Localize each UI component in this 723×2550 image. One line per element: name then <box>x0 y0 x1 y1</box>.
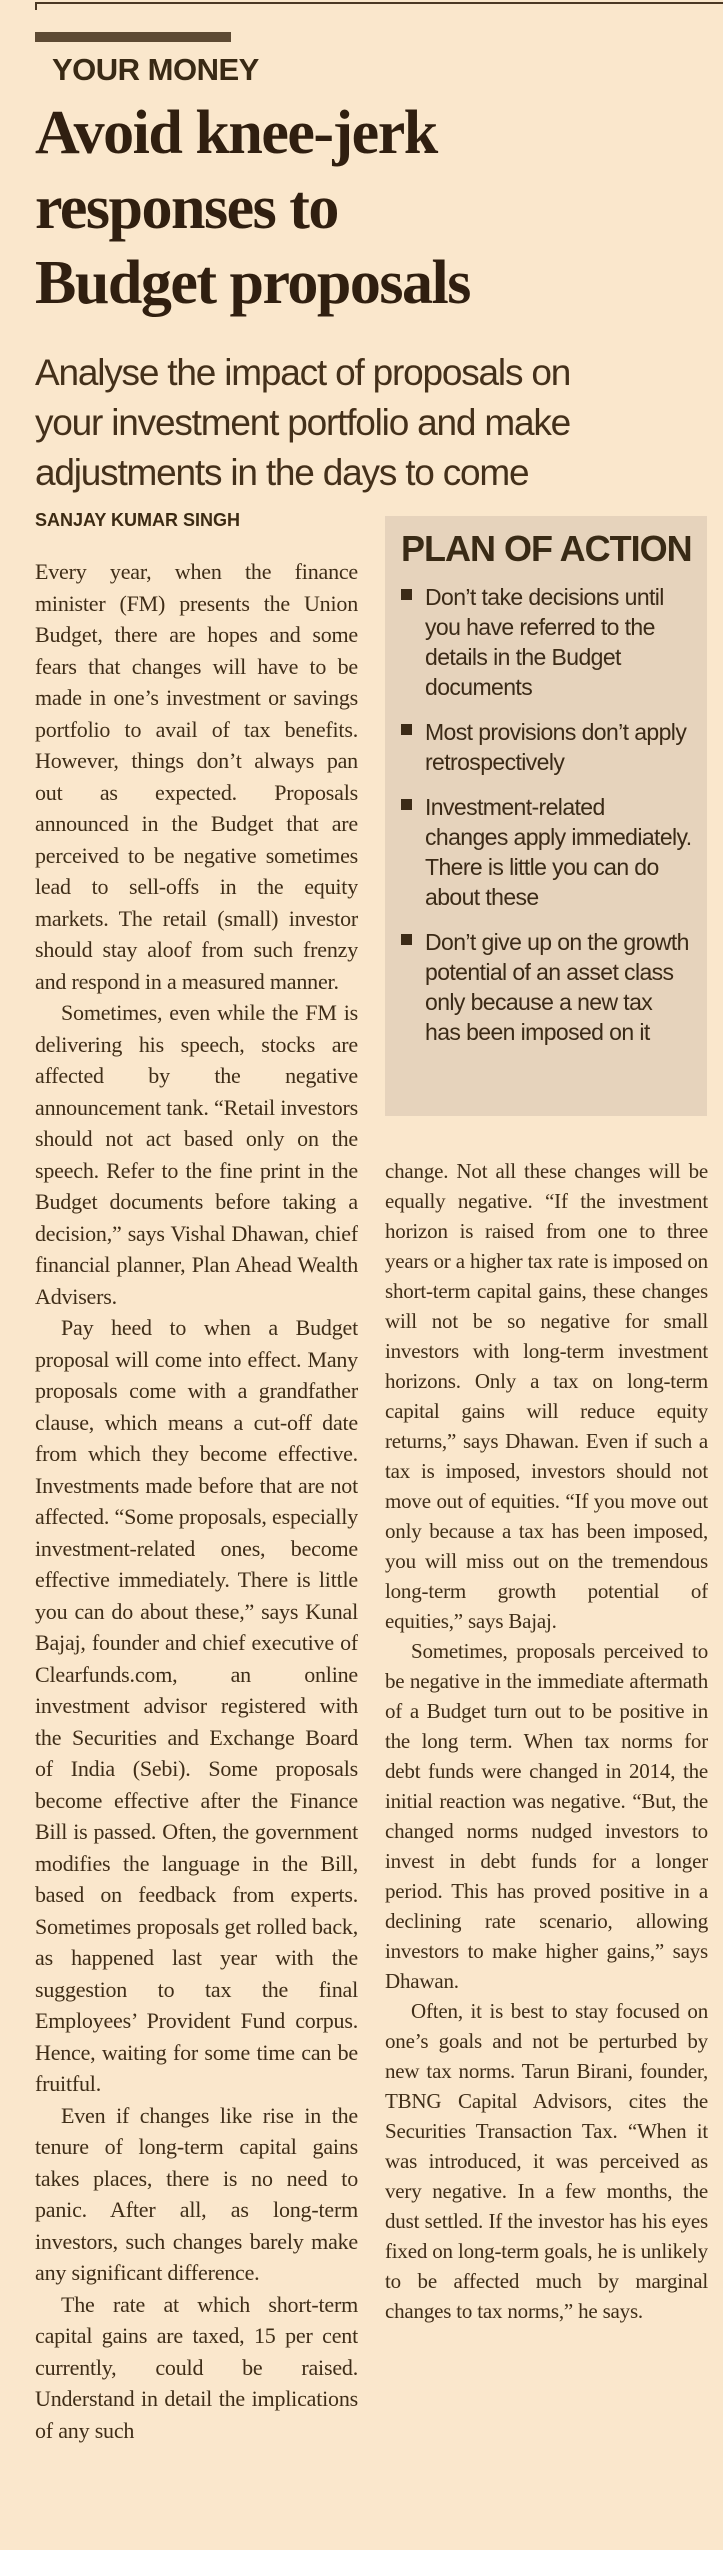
plan-of-action-item-text: Don’t give up on the growth potential of an asset class only because a new tax has been imposed on it <box>425 929 689 1045</box>
bullet-square-icon <box>401 934 412 945</box>
plan-of-action-title: PLAN OF ACTION <box>401 528 692 569</box>
article-paragraph: Sometimes, even while the FM is delivering his speech, stocks are affected by the negative announcement tank. “Retail investors should not act based only on the speech. Refer to the fine print in the Budget documents before taking a decision,” says Vishal Dhawan, chief financial planner, Plan Ahead Wealth Advisers. <box>35 1000 358 1309</box>
article-paragraph: Pay heed to when a Budget proposal will come into effect. Many proposals come with a grandfather clause, which means a cut-off date from which they become effective. Investments made before that are not affected. “Some proposals, especially investment-related ones, become effective immediately. There is little you can do about these,” says Kunal Bajaj, founder and chief executive of Clearfunds.com, an online investment advisor registered with the Securities and Exchange Board of India (Sebi). Some proposals become effective after the Finance Bill is passed. Often, the government modifies the language in the Bill, based on feedback from experts. Sometimes proposals get rolled back, as happened last year with the suggestion to tax the final Employees’ Provident Fund corpus. Hence, waiting for some time can be fruitful. <box>35 1315 358 2096</box>
plan-of-action-item <box>401 792 693 912</box>
plan-of-action-item <box>401 717 693 777</box>
headline-line: Avoid knee-jerk <box>35 99 437 167</box>
article-paragraph: Even if changes like rise in the tenure of long-term capital gains takes places, there is no need to panic. After all, as long-term investors, such changes barely make any significant difference. <box>35 2102 358 2285</box>
subheadline-line: your investment portfolio and make <box>35 402 571 443</box>
subheadline-line: adjustments in the days to come <box>35 452 529 493</box>
article-column-2 <box>385 1156 708 2548</box>
article-paragraph: The rate at which short-term capital gains are taxed, 15 per cent currently, could be raised. Understand in detail the implications of any such <box>35 2291 358 2443</box>
subheadline-line: Analyse the impact of proposals on <box>35 352 571 393</box>
top-rule <box>35 2 723 4</box>
article-paragraph: change. Not all these changes will be equally negative. “If the investment horizon is raised from one to three years or a higher tax rate is imposed on short-term capital gains, these changes will not be so negative for small investors with long-term investment horizons. Only a tax on long-term capital gains will reduce equity returns,” says Dhawan. Even if such a tax is imposed, investors should not move out of equities. “If you move out only because a tax has been imposed, you will miss out on the tremendous long-term growth potential of equities,” says Bajaj. <box>385 1159 708 1633</box>
plan-of-action-list <box>401 582 693 1047</box>
headline-line: Budget proposals <box>35 249 470 317</box>
plan-of-action-item-text: Most provisions don’t apply retrospectively <box>425 719 687 775</box>
article-column-1 <box>35 556 358 2546</box>
article-paragraph: Sometimes, proposals perceived to be negative in the immediate aftermath of a Budget turn out to be positive in the long term. When tax norms for debt funds were changed in 2014, the initial reaction was negative. “But, the changed norms nudged investors to invest in debt funds for a longer period. This has proved positive in a declining rate scenario, allowing investors to make higher gains,” says Dhawan. <box>385 1639 708 1993</box>
plan-of-action-item-text: Investment-related changes apply immediately. There is little you can do about these <box>425 794 692 910</box>
article-paragraph: Often, it is best to stay focused on one’s goals and not be perturbed by new tax norms. Tarun Birani, founder, TBNG Capital Advisors, cites the Securities Transaction Tax. “When it was introduced, it was perceived as very negative. In a few months, the dust settled. If the investor has his eyes fixed on long-term goals, he is unlikely to be affected much by marginal changes to tax norms,” he says. <box>385 1999 708 2323</box>
subheadline <box>35 348 707 498</box>
plan-of-action-item <box>401 582 693 702</box>
article-paragraph: Every year, when the finance minister (FM) presents the Union Budget, there are hopes and some fears that changes will have to be made in one’s investment or savings portfolio to avail of tax benefits. However, things don’t always pan out as expected. Proposals announced in the Budget that are perceived to be negative sometimes lead to sell-offs in the equity markets. The retail (small) investor should stay aloof from such frenzy and respond in a measured manner. <box>35 559 358 994</box>
section-kicker: YOUR MONEY <box>52 52 259 87</box>
bullet-square-icon <box>401 724 412 735</box>
plan-of-action-item <box>401 927 693 1047</box>
plan-of-action-item-text: Don’t take decisions until you have referred to the details in the Budget documents <box>425 584 664 700</box>
plan-of-action-box <box>385 516 707 1116</box>
headline-line: responses to <box>35 174 338 242</box>
top-rule-corner <box>35 2 37 10</box>
kicker-bar <box>35 32 231 42</box>
byline: SANJAY KUMAR SINGH <box>35 510 241 530</box>
bullet-square-icon <box>401 589 412 600</box>
headline <box>35 96 695 321</box>
bullet-square-icon <box>401 799 412 810</box>
